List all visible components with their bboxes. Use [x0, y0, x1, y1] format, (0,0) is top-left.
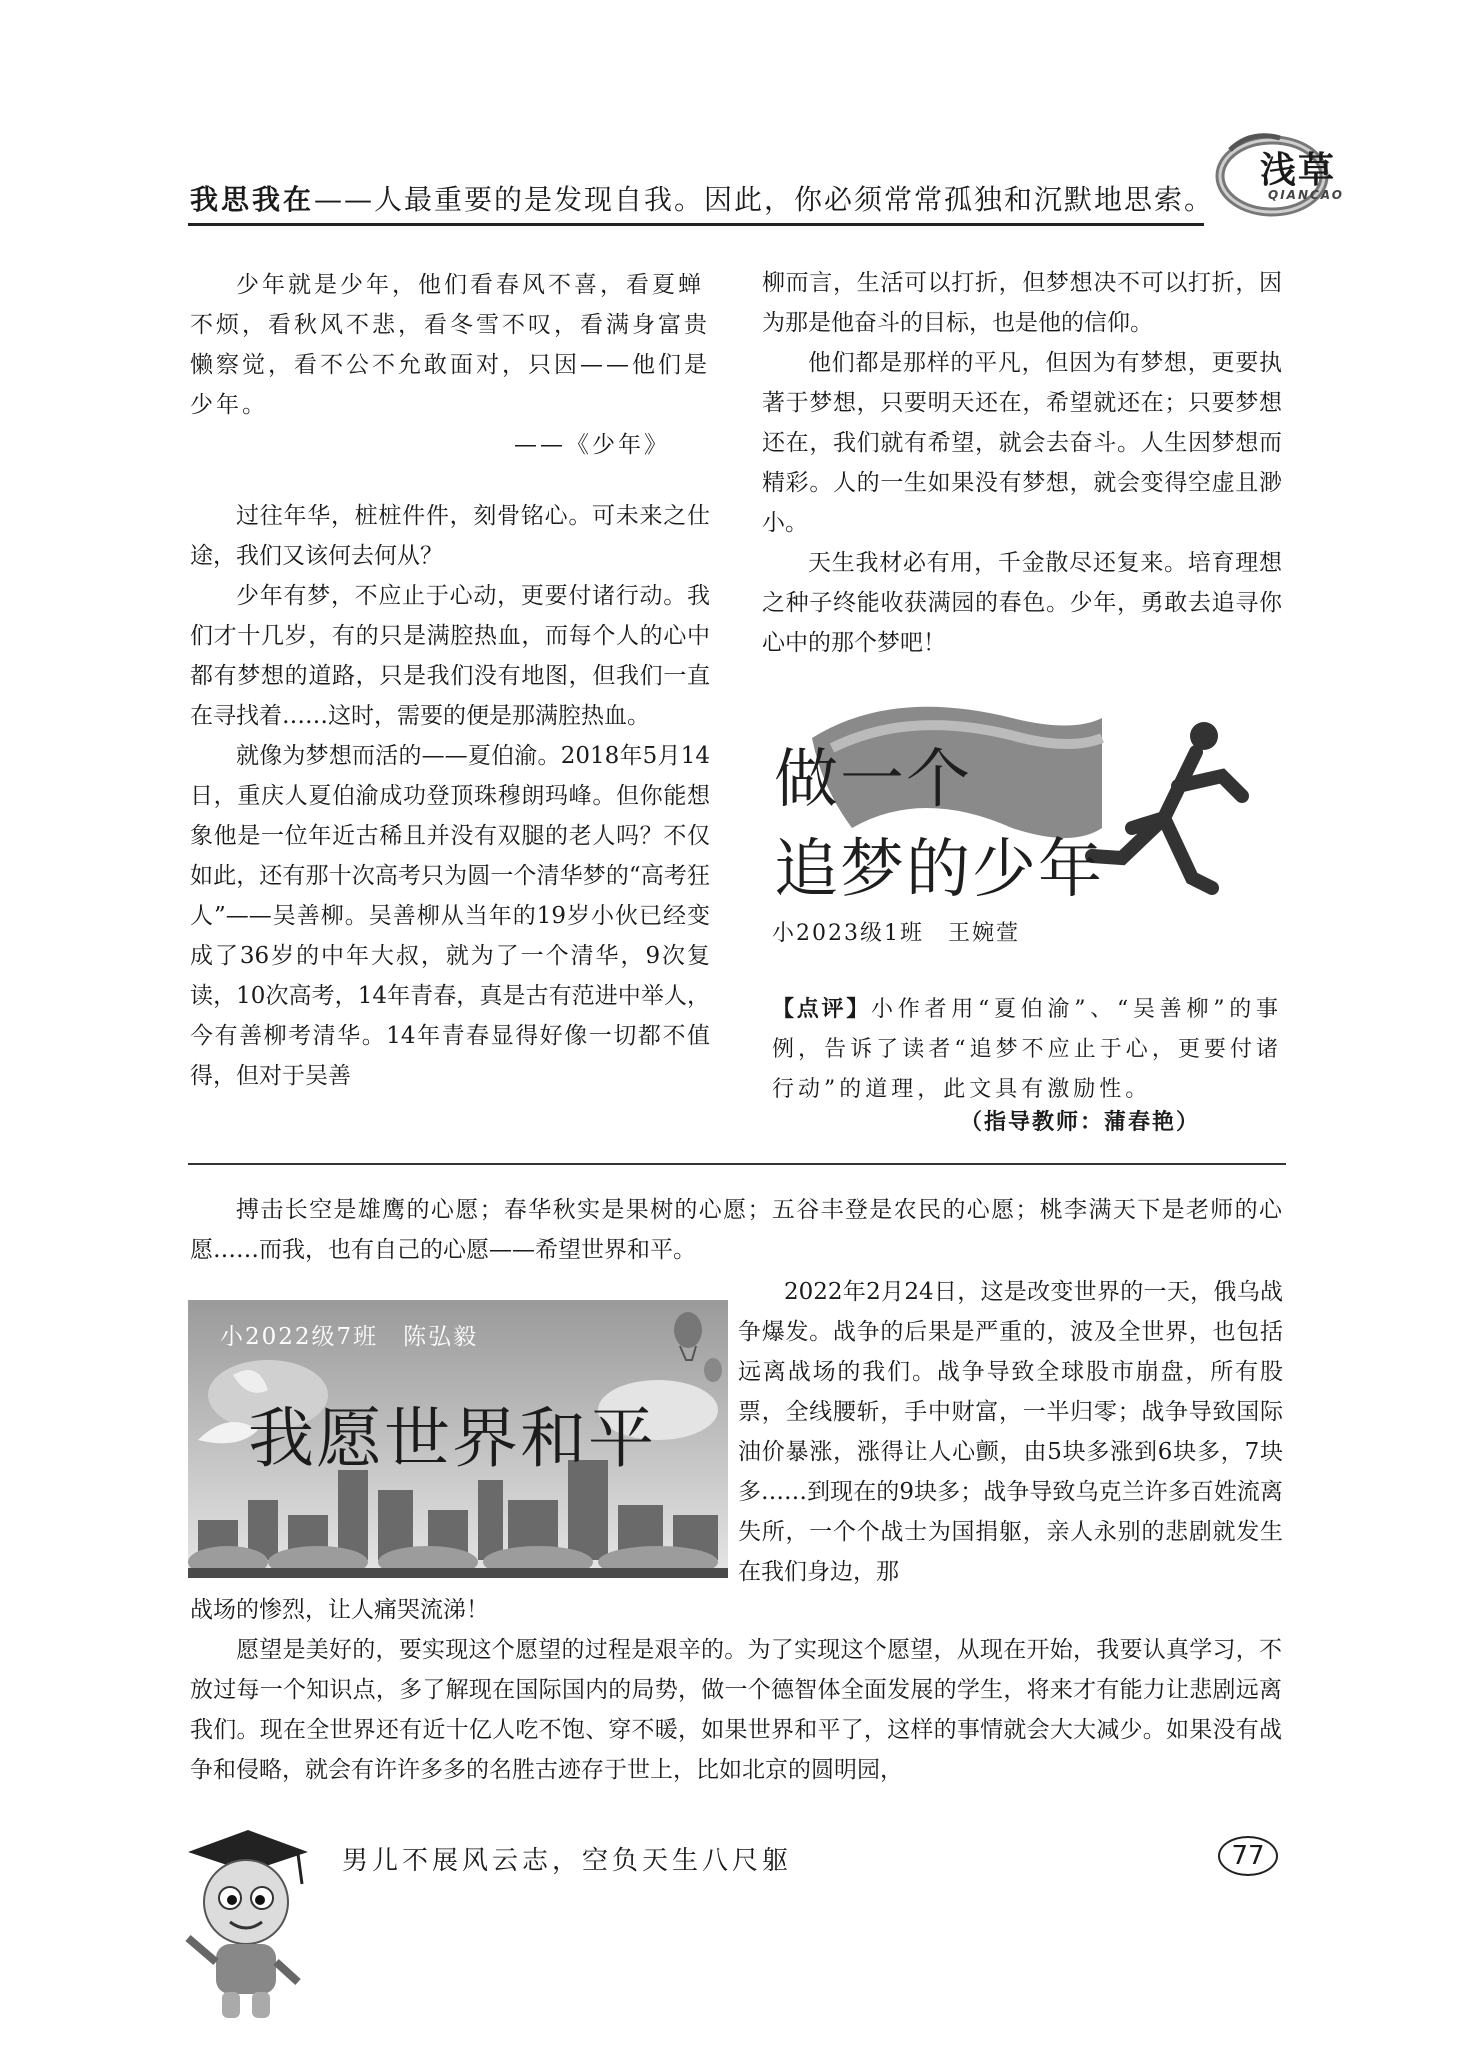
epigraph-poem — [190, 265, 710, 465]
review-box — [772, 990, 1282, 1110]
paragraph: 2022年2月24日，这是改变世界的一天，俄乌战争爆发。战争的后果是严重的，波及全世界，也包括远离战场的我们。战争导致全球股市崩盘，所有股票，全线腰斩，手中财富，一半归零；战争导致国际油价暴涨，涨得让人心颤，由5块多涨到6块多，7块多……到现在的9块多；战争导致乌克兰许多百姓流离失所，一个个战士为国捐躯，亲人永别的悲剧就发生在我们身边，那 — [738, 1279, 1283, 1585]
poem-source: ——《少年》 — [514, 432, 670, 458]
title-line-2: 追梦的少年 — [774, 833, 1104, 907]
instructor-credit: （指导教师：蒲春艳） — [960, 1110, 1201, 1135]
paragraph: 天生我材必有用，千金散尽还复来。培育理想之种子终能收获满园的春色。少年，勇敢去追寻你心中的那个梦吧！ — [762, 550, 1282, 656]
review-tag: 【点评】 — [772, 997, 871, 1022]
article2-body — [190, 1590, 1282, 1790]
logo-chinese: 浅草 — [1260, 150, 1337, 191]
poem-text: 少年就是少年，他们看春风不喜，看夏蝉不烦，看秋风不悲，看冬雪不叹，看满身富贵懒察觉，看不公不允敢面对，只因——他们是少年。 — [190, 272, 710, 418]
magazine-logo — [1210, 130, 1360, 220]
article2-intro — [190, 1190, 1282, 1270]
title-line-1: 做一个 — [774, 743, 972, 817]
footer-motto: 男儿不展风云志，空负天生八尺躯 — [342, 1846, 793, 1876]
review-text: 小作者用“夏伯渝”、“吴善柳”的事例，告诉了读者“追梦不应止于心，更要付诸行动”的道理，此文具有激励性。 — [772, 997, 1282, 1102]
paragraph: 就像为梦想而活的——夏伯渝。2018年5月14日，重庆人夏伯渝成功登顶珠穆朗玛峰。但你能想象他是一位年近古稀且并没有双腿的老人吗？不仅如此，还有那十次高考只为圆一个清华梦的“高考狂人”——吴善柳。吴善柳从当年的19岁小伙已经变成了36岁的中年大叔，就为了一个清华，9次复读，10次高考，14年青春，真是古有范进中举人，今有善柳考清华。14年青春显得好像一切都不值得，但对于吴善 — [190, 743, 710, 1089]
header-quote: ——人最重要的是发现自我。因此，你必须常常孤独和沉默地思索。 — [314, 183, 1215, 216]
banner-title: 我愿世界和平 — [248, 1400, 656, 1477]
section-divider — [188, 1163, 1286, 1165]
paragraph-continuation: 战场的惨烈，让人痛哭流涕！ — [190, 1597, 489, 1623]
article1-title-graphic — [772, 728, 1372, 928]
paragraph: 过往年华，桩桩件件，刻骨铭心。可未来之仕途，我们又该何去何从？ — [190, 503, 710, 569]
mascot-doctor-cap — [168, 1822, 318, 2032]
paragraph: 搏击长空是雄鹰的心愿；春华秋实是果树的心愿；五谷丰登是农民的心愿；桃李满天下是老师的心愿……而我，也有自己的心愿——希望世界和平。 — [190, 1197, 1282, 1263]
logo-english: QIANCAO — [1268, 188, 1344, 202]
column-name: 我思我在 — [190, 183, 315, 216]
article1-author: 小2023级1班 王婉萱 — [772, 921, 1020, 946]
article2-banner — [188, 1300, 728, 1578]
running-header — [190, 178, 1215, 218]
banner-author: 小2022级7班 陈弘毅 — [220, 1324, 479, 1350]
paragraph: 他们都是那样的平凡，但因为有梦想，更要执著于梦想，只要明天还在，希望就还在；只要梦想还在，我们就有希望，就会去奋斗。人生因梦想而精彩。人的一生如果没有梦想，就会变得空虚且渺小。 — [762, 350, 1282, 536]
paragraph: 愿望是美好的，要实现这个愿望的过程是艰辛的。为了实现这个愿望，从现在开始，我要认真学习，不放过每一个知识点，多了解现在国际国内的局势，做一个德智体全面发展的学生，将来才有能力让悲剧远离我们。现在全世界还有近十亿人吃不饱、穿不暖，如果世界和平了，这样的事情就会大大减少。如果没有战争和侵略，就会有许许多多的名胜古迹存于世上，比如北京的圆明园， — [190, 1637, 1282, 1783]
article1-left-column — [190, 496, 710, 1096]
header-rule — [188, 223, 1204, 226]
article2-wrap-column — [738, 1272, 1283, 1592]
paragraph-continuation: 柳而言，生活可以打折，但梦想决不可以打折，因为那是他奋斗的目标，也是他的信仰。 — [762, 270, 1282, 336]
mascot-icon — [168, 1822, 318, 2032]
paragraph: 少年有梦，不应止于心动，更要付诸行动。我们才十几岁，有的只是满腔热血，而每个人的心中都有梦想的道路，只是我们没有地图，但我们一直在寻找着……这时，需要的便是那满腔热血。 — [190, 583, 710, 729]
article1-right-column — [762, 263, 1282, 663]
page-number: 77 — [1218, 1836, 1278, 1876]
